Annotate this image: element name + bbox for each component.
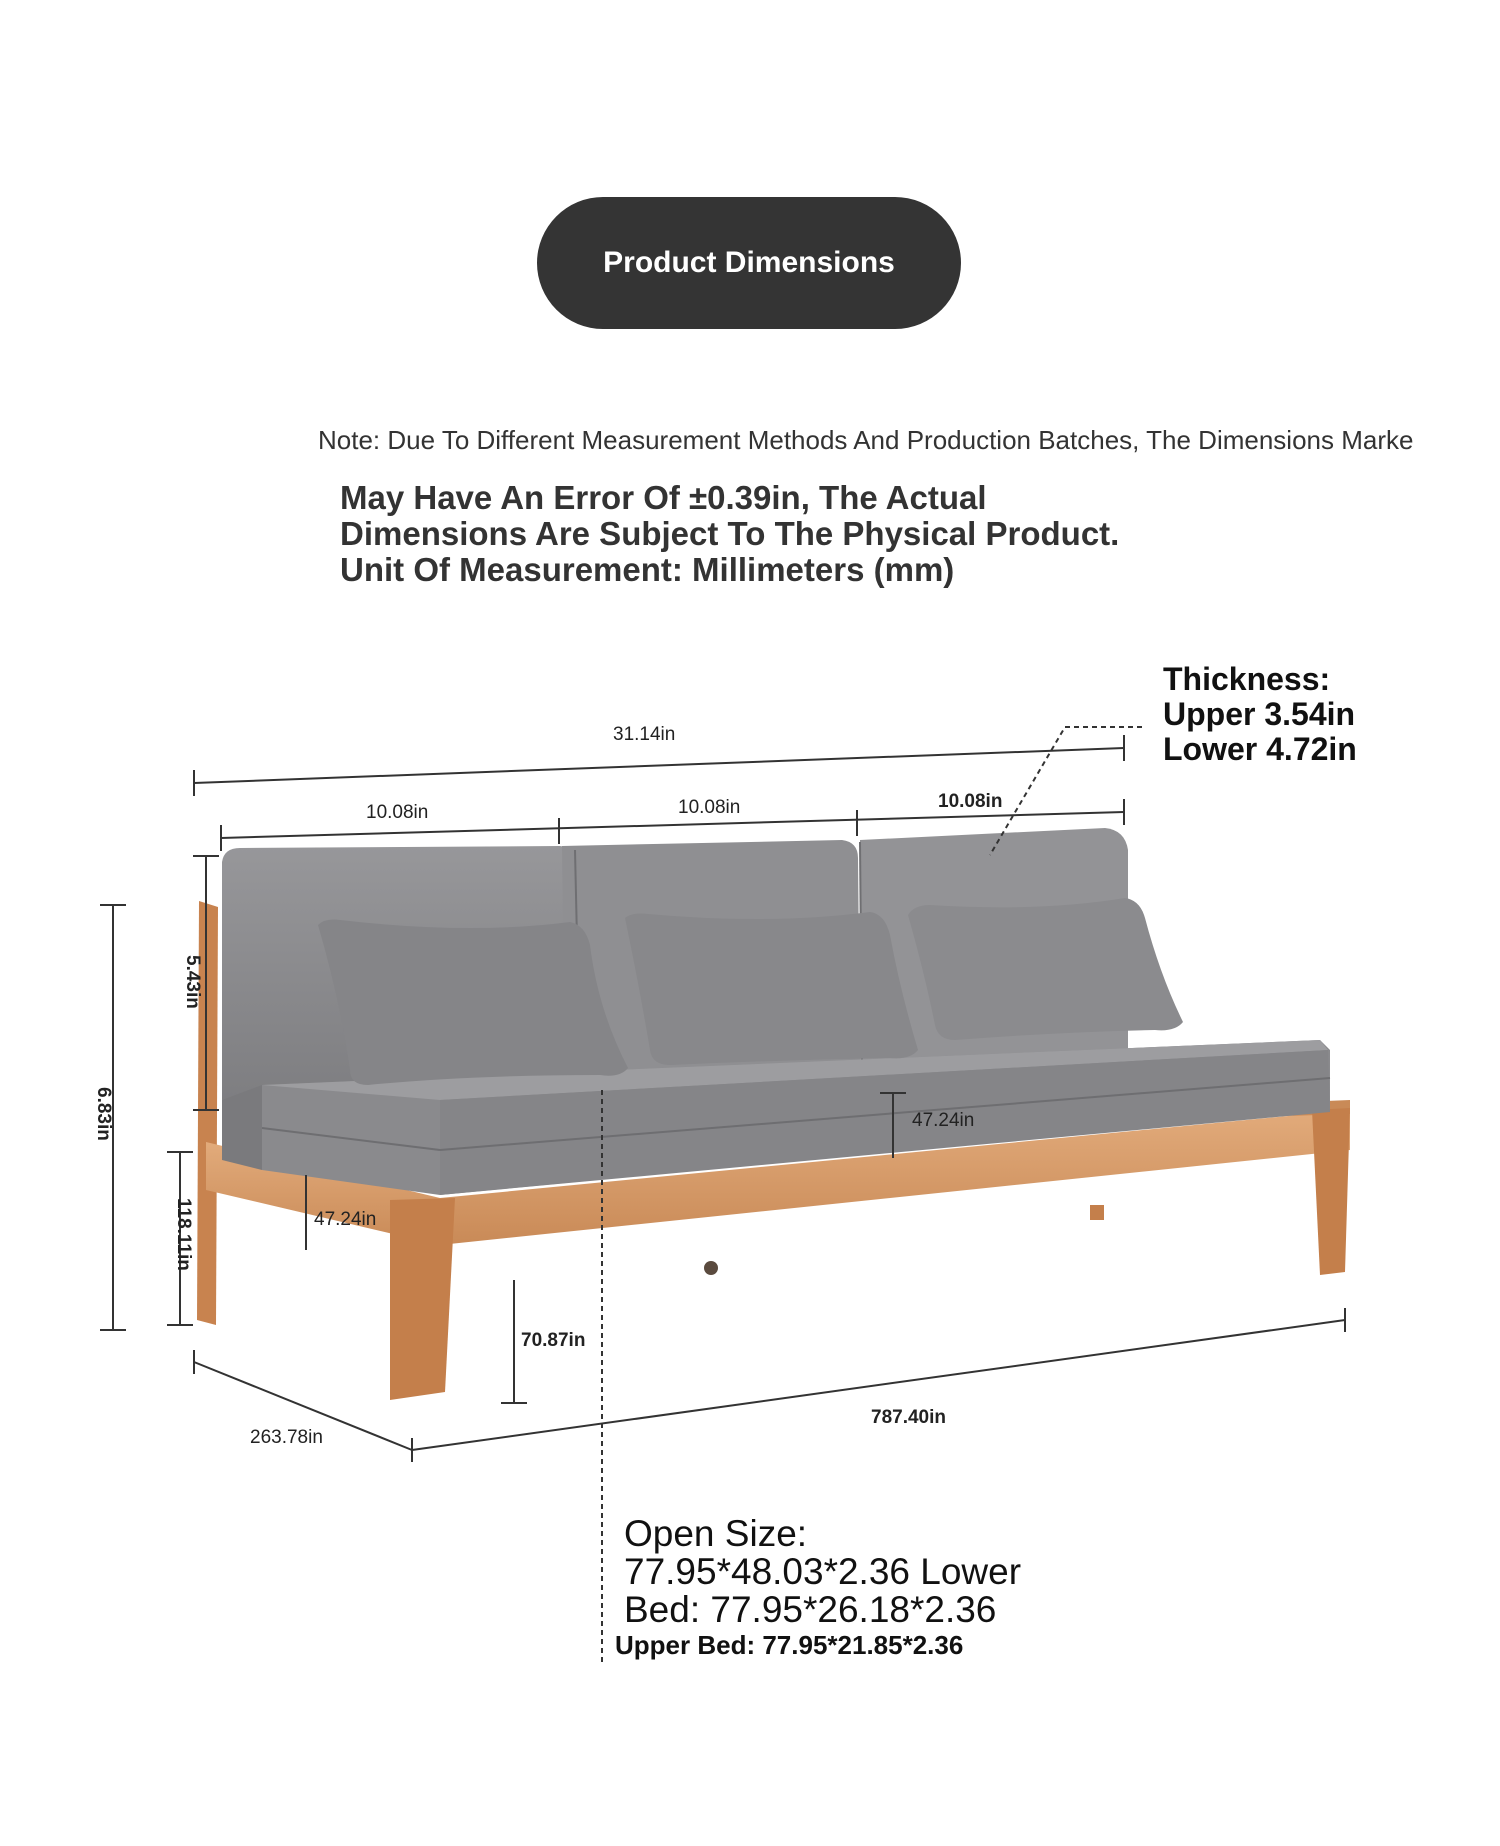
thickness-label: Thickness:: [1163, 661, 1331, 697]
error-note-line-1: May Have An Error Of ±0.39in, The Actual: [340, 479, 987, 516]
thickness-callout: [1163, 662, 1357, 767]
total-height-label: 6.83in: [93, 1087, 114, 1141]
overall-width-label: 31.14in: [613, 724, 676, 745]
rear-leg: [1090, 1205, 1104, 1220]
depth-label: 263.78in: [250, 1427, 323, 1448]
cushion-1-width-label: 10.08in: [366, 802, 429, 823]
frame-height-label: 118.11in: [173, 1198, 194, 1271]
cushion-2-width-label: 10.08in: [678, 797, 741, 818]
pillow-left: [318, 920, 628, 1085]
back-height-label: 5.43in: [182, 955, 203, 1009]
seat-thickness-label: 47.24in: [912, 1110, 975, 1131]
open-size-line-1: 77.95*48.03*2.36 Lower: [624, 1551, 1022, 1592]
leg-height-label: 70.87in: [521, 1330, 586, 1351]
open-size-callout: [624, 1515, 1021, 1629]
unit-note: Unit Of Measurement: Millimeters (mm): [340, 551, 955, 588]
length-label: 787.40in: [871, 1407, 946, 1428]
pillow-middle: [625, 912, 918, 1065]
upper-bed-size: Upper Bed: 77.95*21.85*2.36: [615, 1630, 964, 1660]
pillow-right: [908, 898, 1183, 1040]
caster-wheel: [704, 1261, 718, 1275]
product-dimensions-title: Product Dimensions: [603, 246, 895, 279]
side-rail-label: 47.24in: [314, 1209, 377, 1230]
thickness-lower: Lower 4.72in: [1163, 731, 1357, 767]
error-note-line-2: Dimensions Are Subject To The Physical Product.: [340, 515, 1120, 552]
open-size-line-2: Bed: 77.95*26.18*2.36: [624, 1589, 997, 1630]
measurement-note: Note: Due To Different Measurement Methods And Production Batches, The Dimensions Marke: [318, 425, 1414, 455]
open-size-label: Open Size:: [624, 1513, 808, 1554]
cushion-3-width-label: 10.08in: [938, 791, 1003, 812]
front-left-leg: [390, 1198, 455, 1400]
front-right-leg: [1312, 1108, 1350, 1275]
thickness-upper: Upper 3.54in: [1163, 696, 1356, 732]
sofa-illustration: [197, 828, 1350, 1400]
